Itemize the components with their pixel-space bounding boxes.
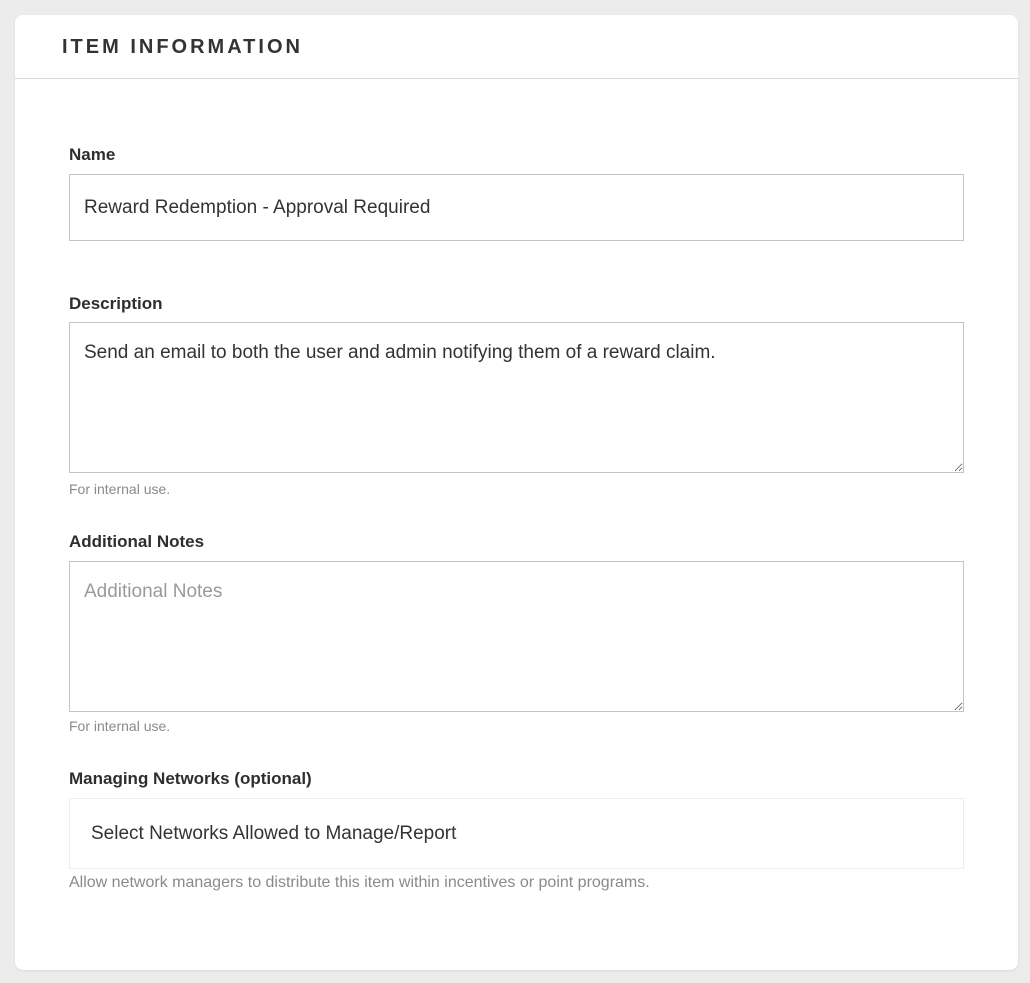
description-label: Description <box>69 294 163 313</box>
name-label: Name <box>69 145 116 164</box>
managing-networks-label: Managing Networks (optional) <box>69 769 312 788</box>
additional-notes-help-text: For internal use. <box>69 718 171 734</box>
additional-notes-textarea[interactable] <box>69 561 964 712</box>
description-textarea[interactable] <box>69 322 964 473</box>
additional-notes-label: Additional Notes <box>69 532 205 551</box>
card-header <box>15 15 1018 79</box>
managing-networks-select-text: Select Networks Allowed to Manage/Report <box>91 822 457 844</box>
managing-networks-select[interactable] <box>69 798 964 869</box>
name-input[interactable] <box>69 174 964 241</box>
item-information-card <box>15 15 1018 970</box>
section-title: ITEM INFORMATION <box>62 35 303 58</box>
managing-networks-help-text: Allow network managers to distribute this item within incentives or point programs. <box>69 874 650 891</box>
description-help-text: For internal use. <box>69 481 171 497</box>
